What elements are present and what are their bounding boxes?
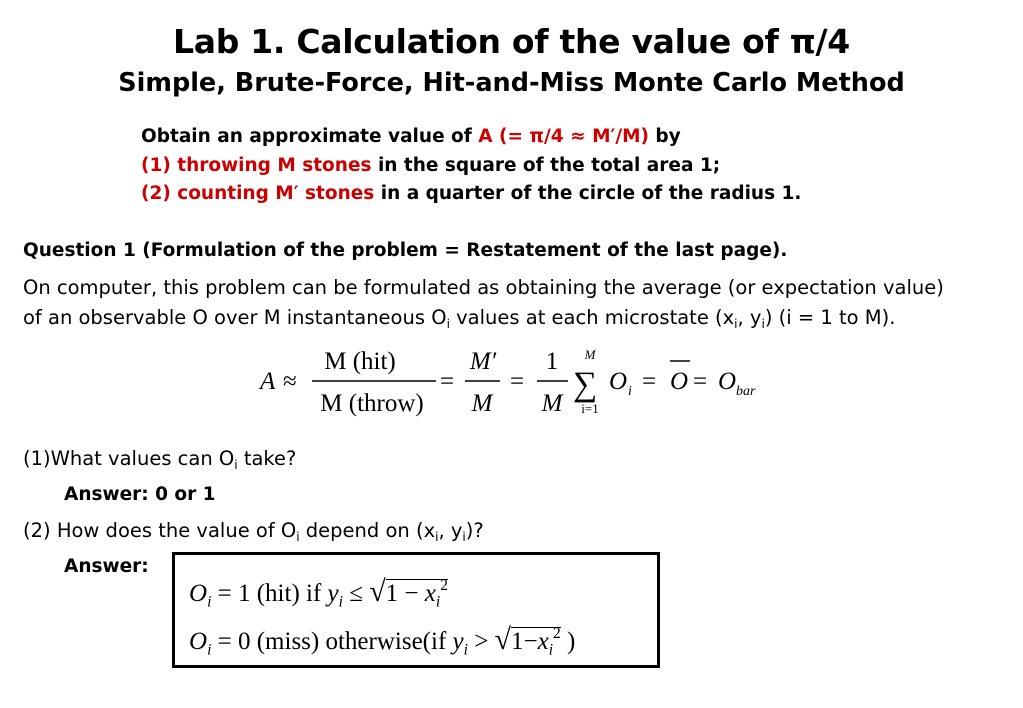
formula-O: O [189,628,208,655]
sigma-icon: ∑ [573,366,598,403]
paragraph-line-1: On computer, this problem can be formulated as obtaining the average (or expectation value) [23,276,944,299]
subscript: i [761,317,765,332]
formula-y: y [452,628,464,655]
formula-text: = 0 (miss) otherwise(if [211,628,453,655]
eq-O: O [609,368,628,395]
radicand-text: 1 − [385,580,425,607]
subscript: i [462,530,466,545]
question-text: , y [438,519,463,542]
sum-upper: M [584,347,596,362]
eq-equals-3: = [642,368,657,395]
formula-relation: > [467,628,495,655]
paragraph-text: values at each microstate (x [449,306,735,329]
paragraph-text: of an observable O over M instantaneous O [23,306,447,329]
question-values [23,447,297,473]
question-text: take? [237,447,297,470]
subscript: i [435,530,439,545]
answer-box [172,552,660,668]
objective-formula: A (= π/4 ≈ M′/M) [478,126,649,147]
subscript: i [446,317,450,332]
answer-values: Answer: 0 or 1 [64,484,216,505]
question-text: (2) How does the value of O [23,519,297,542]
sqrt-icon: √ [369,575,386,608]
eq-den-m: M [471,390,493,417]
subscript: i [435,593,441,611]
eq-equals-2: = [510,368,525,395]
subscript: i [207,641,212,659]
formula-x: x [537,628,549,655]
eq-num-mprime: M′ [469,348,497,375]
formula-x: x [424,580,436,607]
sum-lower: i=1 [581,401,599,416]
page-subtitle: Simple, Brute-Force, Hit-and-Miss Monte Carlo Method [118,68,905,98]
formula-y: y [327,580,339,607]
objective-text: Obtain an approximate value of [141,126,479,147]
question-heading: Question 1 (Formulation of the problem = Restatement of the last page). [23,240,788,261]
radicand-text: 1− [511,628,538,655]
eq-O-bar-symbol: O [718,368,737,395]
objective-line-1 [141,126,681,147]
formula-close: ) [560,628,576,655]
paragraph-text: ) (i = 1 to M). [764,306,896,329]
paragraph-line-2 [23,306,896,332]
subscript: i [234,458,238,473]
objective-line-2 [141,155,720,176]
step-throwing-desc: in the square of the total area 1; [371,155,721,176]
subscript: i [207,593,212,611]
subscript: i [463,641,468,659]
eq-approx: ≈ [283,368,297,395]
eq-Obar: O [670,368,689,395]
subscript: i [338,593,343,611]
radicand [385,577,448,611]
step-throwing: (1) throwing M stones [141,155,372,176]
objective-line-3 [141,183,801,204]
eq-num-one: 1 [545,348,559,375]
question-text: depend on (x [299,519,436,542]
step-counting-desc: in a quarter of the circle of the radius 1. [374,183,802,204]
step-counting: (2) counting M′ stones [141,183,375,204]
superscript: 2 [553,625,561,643]
eq-O-sub: i [628,384,632,399]
question-text: )? [465,519,484,542]
objective-by: by [648,126,681,147]
miss-condition [189,623,575,657]
eq-bar-sub: bar [736,384,756,399]
eq-equals-1: = [440,368,455,395]
paragraph-text: , y [737,306,762,329]
eq-den-m2: M [541,390,563,417]
page-title: Lab 1. Calculation of the value of π/4 [173,22,850,61]
superscript: 2 [440,577,448,595]
formula-relation: ≤ [342,580,370,607]
monte-carlo-equation [250,345,780,425]
question-dependence [23,519,484,545]
formula-text: = 1 (hit) if [211,580,328,607]
question-text: (1)What values can O [23,447,235,470]
answer-label: Answer: [64,556,149,577]
subscript: i [296,530,300,545]
eq-num-hit: M (hit) [324,348,396,375]
sqrt-icon: √ [494,623,512,656]
eq-den-throw: M (throw) [320,390,424,417]
formula-O: O [189,580,208,607]
hit-condition [189,575,448,609]
eq-equals-4: = [693,368,708,395]
eq-lhs: A [260,368,276,395]
radicand [511,625,561,659]
subscript: i [734,317,738,332]
subscript: i [548,641,554,659]
